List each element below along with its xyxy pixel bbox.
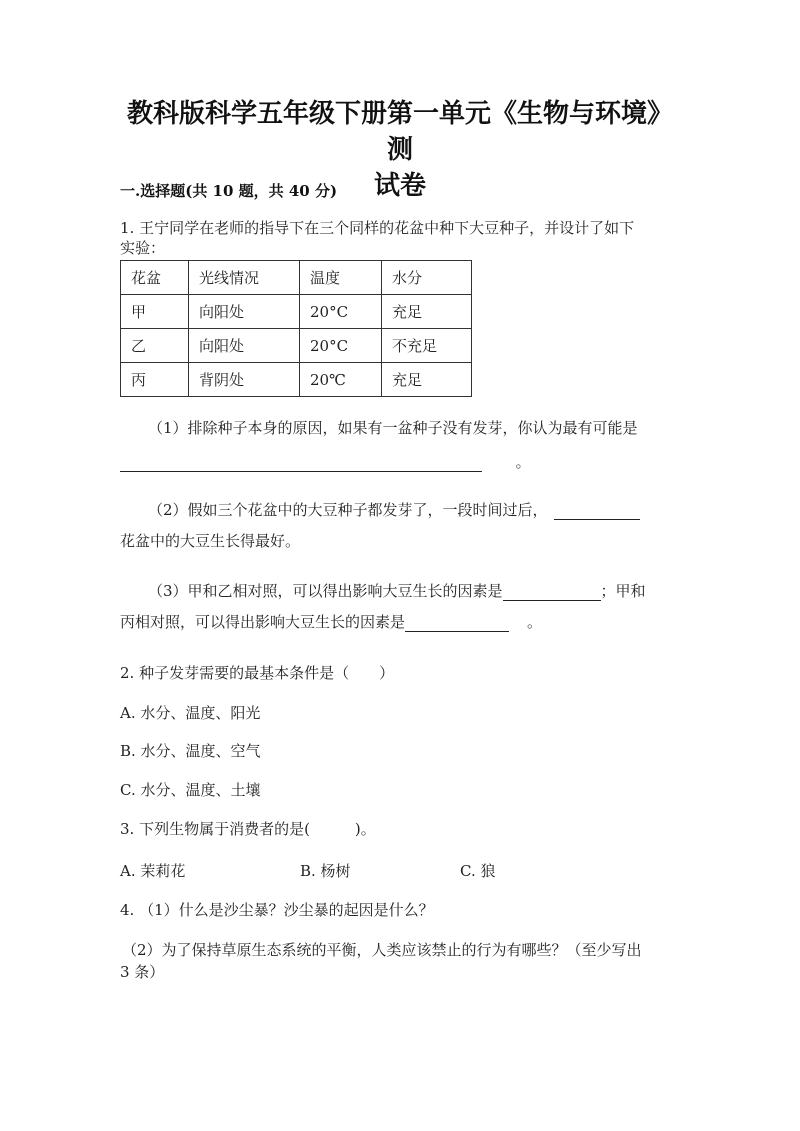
table-cell: 20°C bbox=[300, 329, 382, 363]
q1-sub3-text-a-end: ；甲和 bbox=[600, 582, 646, 600]
q4-line-3: 3 条） bbox=[120, 963, 165, 981]
table-row bbox=[121, 295, 472, 329]
table-row bbox=[121, 329, 472, 363]
table-cell: 丙 bbox=[121, 363, 189, 397]
table-cell: 向阳处 bbox=[189, 329, 300, 363]
q1-sub1-end: 。 bbox=[515, 453, 531, 471]
table-row bbox=[121, 363, 472, 397]
table-header-row bbox=[121, 261, 472, 295]
table-header-cell: 光线情况 bbox=[189, 261, 300, 295]
table-header-cell: 花盆 bbox=[121, 261, 189, 295]
q2-option-a[interactable]: A. 水分、温度、阳光 bbox=[120, 704, 261, 722]
q1-sub3-line-2 bbox=[120, 612, 542, 632]
table-cell: 充足 bbox=[382, 363, 472, 397]
q3-option-a[interactable]: A. 茉莉花 bbox=[120, 862, 186, 880]
section-heading: 一.选择题(共 10 题，共 40 分) bbox=[120, 182, 338, 200]
table-header-cell: 温度 bbox=[300, 261, 382, 295]
q4-line-1: 4. （1）什么是沙尘暴？沙尘暴的起因是什么？ bbox=[120, 901, 434, 919]
q1-sub3-line-1 bbox=[148, 581, 646, 601]
experiment-table bbox=[120, 260, 472, 397]
title-line-1: 教科版科学五年级下册第一单元《生物与环境》测 bbox=[126, 99, 673, 165]
q3-stem: 3. 下列生物属于消费者的是( )。 bbox=[120, 820, 376, 838]
q1-sub2-text: （2）假如三个花盆中的大豆种子都发芽了，一段时间过后， bbox=[148, 501, 548, 519]
q1-sub1-answer-row bbox=[120, 452, 531, 472]
table-cell: 甲 bbox=[121, 295, 189, 329]
answer-blank[interactable] bbox=[503, 586, 601, 601]
q1-sub2-line-1 bbox=[148, 500, 640, 520]
table-cell: 背阴处 bbox=[189, 363, 300, 397]
q3-option-c[interactable]: C. 狼 bbox=[460, 862, 496, 880]
answer-blank[interactable] bbox=[405, 617, 509, 632]
q2-option-c[interactable]: C. 水分、温度、土壤 bbox=[120, 781, 261, 799]
table-cell: 向阳处 bbox=[189, 295, 300, 329]
table-cell: 充足 bbox=[382, 295, 472, 329]
table-cell: 乙 bbox=[121, 329, 189, 363]
table-cell: 不充足 bbox=[382, 329, 472, 363]
title-line-2: 试卷 bbox=[373, 171, 426, 201]
q4-line-2: （2）为了保持草原生态系统的平衡，人类应该禁止的行为有哪些？（至少写出 bbox=[122, 941, 642, 959]
q1-sub3-text-a: （3）甲和乙相对照，可以得出影响大豆生长的因素是 bbox=[148, 582, 503, 600]
q1-sub3-text-b: 丙相对照，可以得出影响大豆生长的因素是 bbox=[120, 613, 406, 631]
table-cell: 20°C bbox=[300, 295, 382, 329]
q1-sub1-text: （1）排除种子本身的原因，如果有一盆种子没有发芽，你认为最有可能是 bbox=[148, 419, 638, 437]
answer-blank[interactable] bbox=[120, 457, 482, 472]
table-cell: 20℃ bbox=[300, 363, 382, 397]
answer-blank[interactable] bbox=[554, 505, 640, 520]
table-header-cell: 水分 bbox=[382, 261, 472, 295]
q2-option-b[interactable]: B. 水分、温度、空气 bbox=[120, 742, 261, 760]
q1-sub2-line-2: 花盆中的大豆生长得最好。 bbox=[120, 532, 301, 550]
q1-sub3-text-b-end: 。 bbox=[527, 613, 543, 631]
q2-stem: 2. 种子发芽需要的最基本条件是（ ） bbox=[120, 664, 395, 682]
q1-stem-line-1: 1. 王宁同学在老师的指导下在三个同样的花盆中种下大豆种子，并设计了如下 bbox=[120, 219, 635, 237]
q1-stem-line-2: 实验： bbox=[120, 239, 166, 257]
q3-option-b[interactable]: B. 杨树 bbox=[300, 862, 351, 880]
